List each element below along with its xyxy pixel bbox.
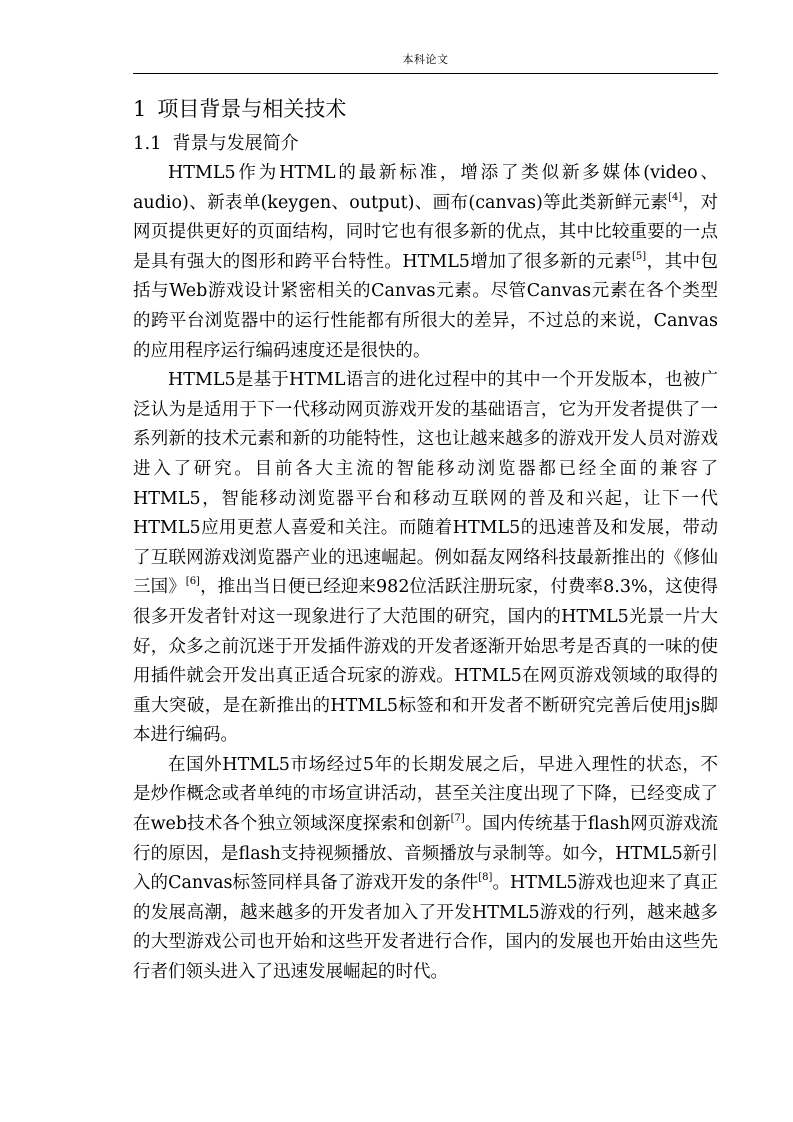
section-heading: [133, 130, 718, 158]
header-divider: [133, 73, 718, 74]
paragraph-text: HTML5作为HTML的最新标准，增添了类似新多媒体(video、audio)、新表单(keygen、output)、画布(canvas)等此类新鲜元素: [133, 163, 718, 213]
paragraph: [133, 159, 718, 366]
paragraph-text: ，推出当日便已经迎来982位活跃注册玩家，付费率8.3%，这使得很多开发者针对这一现象进行了大范围的研究，国内的HTML5光景一片大好，众多之前沉迷于开发插件游戏的开发者逐渐开始思考是否真的一味的使用插件就会开发出真正适合玩家的游戏。HTML5在网页游戏领域的取得的重大突破，是在新推出的HTML5标签和和开发者不断研究完善后使用js脚本进行编码。: [133, 577, 718, 746]
citation-ref: [5]: [632, 250, 647, 262]
paragraph-text: 。国内传统基于flash网页游戏流行的原因，是flash支持视频播放、音频播放与录制等。如今，HTML5新引入的Canvas标签同样具备了游戏开发的条件: [133, 814, 719, 894]
paragraph-text: 在国外HTML5市场经过5年的长期发展之后，早进入理性的状态，不是炒作概念或者单纯的市场宣讲活动，甚至关注度出现了下降，已经变成了在web技术各个独立领域深度探索和创新: [133, 754, 718, 835]
citation-ref: [4]: [668, 191, 683, 203]
paragraph: [133, 751, 718, 988]
running-header: 本科论文: [402, 53, 449, 66]
section-title: 背景与发展简介: [172, 133, 299, 154]
section-number: 1.1: [133, 133, 162, 154]
body-text: [133, 159, 718, 988]
paragraph-text: 。HTML5游戏也迎来了真正的发展高潮，越来越多的开发者加入了开发HTML5游戏的行列，越来越多的大型游戏公司也开始和这些开发者进行合作，国内的发展也开始由这些先行者们领头进入了迅速发展崛起的时代。: [133, 873, 718, 983]
paragraph-text: ，其中包括与Web游戏设计紧密相关的Canvas元素。尽管Canvas元素在各个类型的跨平台浏览器中的运行性能都有所很大的差异，不过总的来说，Canvas的应用程序运行编码速度还是很快的。: [133, 251, 719, 361]
paragraph-text: ，对网页提供更好的页面结构，同时它也有很多新的优点，其中比较重要的一点是具有强大的图形和跨平台特性。HTML5增加了很多新的元素: [133, 192, 718, 272]
paragraph: [133, 366, 718, 751]
citation-ref: [8]: [478, 872, 493, 884]
citation-ref: [6]: [185, 576, 200, 588]
paragraph-text: HTML5是基于HTML语言的进化过程中的其中一个开发版本，也被广泛认为是适用于下一代移动网页游戏开发的基础语言，它为开发者提供了一系列新的技术元素和新的功能特性，这也让越来越多的游戏开发人员对游戏进入了研究。目前各大主流的智能移动浏览器都已经全面的兼容了HTML5，智能移动浏览器平台和移动互联网的普及和兴起，让下一代HTML5应用更惹人喜爱和关注。而随着HTML5的迅速普及和发展，带动了互联网游戏浏览器产业的迅速崛起。例如磊友网络科技最新推出的《修仙三国》: [133, 370, 718, 598]
citation-ref: [7]: [450, 813, 465, 825]
chapter-number: 1: [133, 97, 147, 121]
chapter-title: 项目背景与相关技术: [157, 97, 347, 121]
chapter-heading: [133, 94, 718, 124]
